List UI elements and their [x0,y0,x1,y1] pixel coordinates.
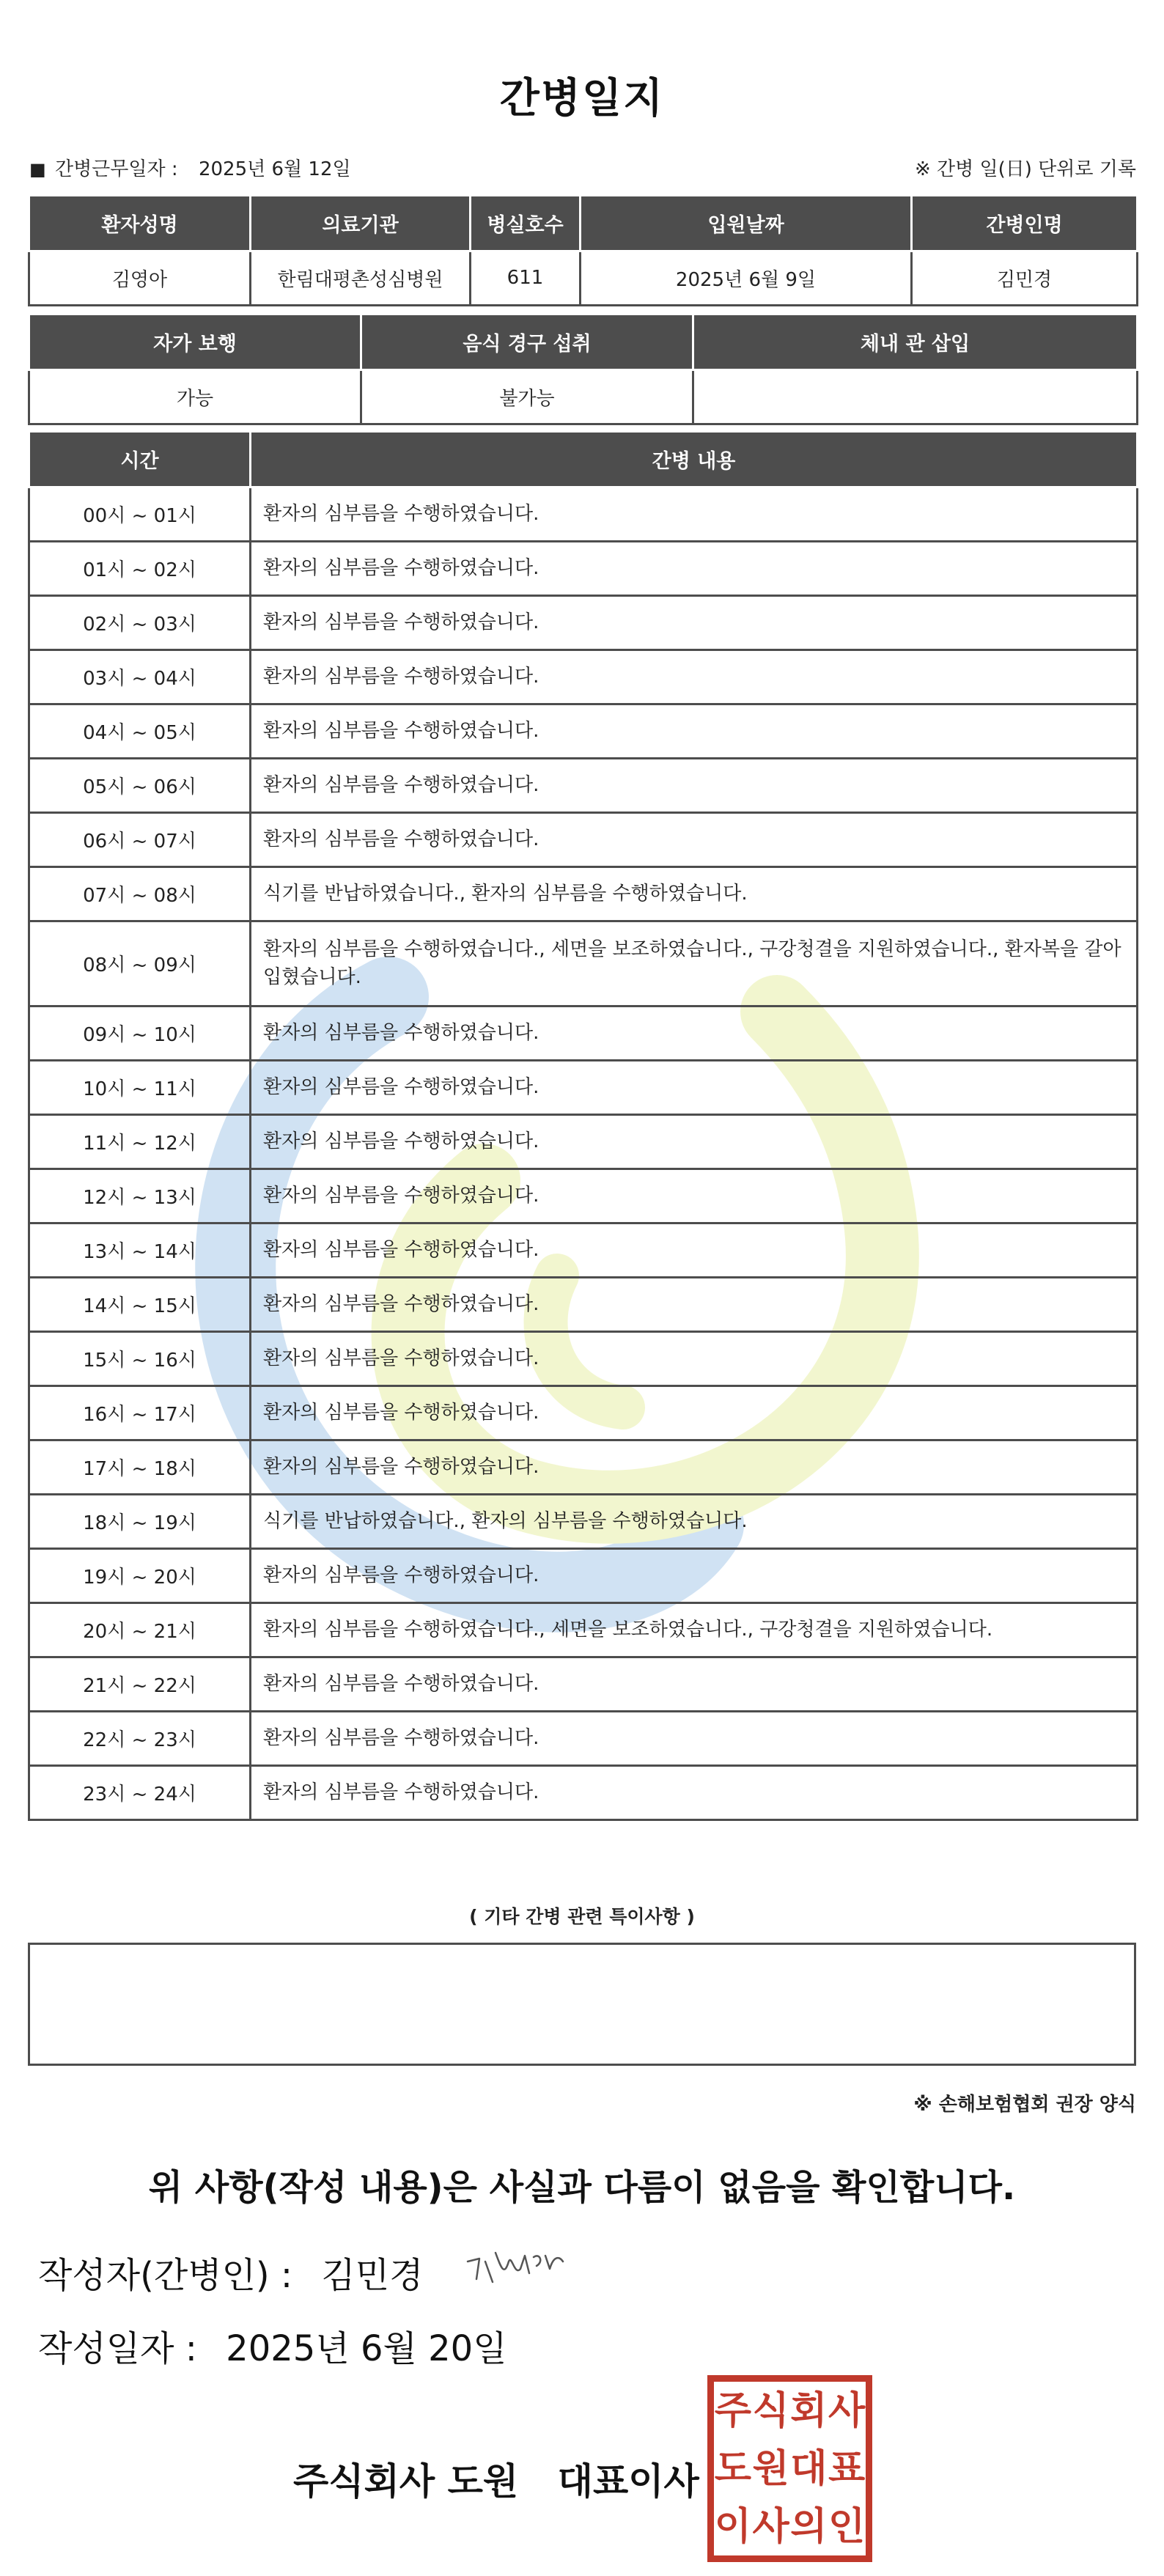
seal-char: 식 [752,2388,789,2433]
table-row [29,704,1138,758]
patient-name: 김영아 [29,251,251,305]
log-content: 환자의 심부름을 수행하였습니다. [251,1114,1138,1169]
log-time: 00시 ~ 01시 [29,487,251,541]
log-time: 13시 ~ 14시 [29,1223,251,1277]
written-date-line [38,2320,507,2371]
header-self-walking: 자가 보행 [29,315,361,369]
header-tube-insertion: 체내 관 삽입 [693,315,1138,369]
log-content: 환자의 심부름을 수행하였습니다. [251,1765,1138,1819]
log-content: 환자의 심부름을 수행하였습니다., 세면을 보조하였습니다., 구강청결을 지원하였습니다., 환자복을 갈아입혔습니다. [251,921,1138,1006]
log-time: 09시 ~ 10시 [29,1006,251,1060]
log-time: 11시 ~ 12시 [29,1114,251,1169]
seal-char: 원 [752,2446,789,2491]
table-row [29,1223,1138,1277]
header-oral-intake: 음식 경구 섭취 [361,315,693,369]
work-date-value: 2025년 6월 12일 [198,158,351,180]
log-content: 환자의 심부름을 수행하였습니다. [251,541,1138,595]
written-date-label: 작성일자 : [38,2328,197,2369]
company-seal-stamp [707,2375,872,2562]
log-content: 환자의 심부름을 수행하였습니다. [251,1223,1138,1277]
room-number: 611 [471,251,581,305]
confirmation-statement: 위 사항(작성 내용)은 사실과 다름이 없음을 확인합니다. [148,2167,1016,2208]
square-bullet-icon: ■ [29,159,46,180]
company-name: 주식회사 도원 [293,2460,519,2503]
log-time: 17시 ~ 18시 [29,1440,251,1494]
log-time: 05시 ~ 06시 [29,758,251,812]
table-row [29,1548,1138,1602]
table-row [29,1494,1138,1548]
log-content: 환자의 심부름을 수행하였습니다. [251,1331,1138,1385]
patient-status-table [28,315,1138,425]
writer-name: 김민경 [321,2255,424,2296]
header-hospital: 의료기관 [251,196,471,251]
log-time: 22시 ~ 23시 [29,1711,251,1765]
log-content: 환자의 심부름을 수행하였습니다. [251,1657,1138,1711]
log-content: 환자의 심부름을 수행하였습니다. [251,1440,1138,1494]
log-time: 03시 ~ 04시 [29,649,251,704]
log-content: 환자의 심부름을 수행하였습니다. [251,1548,1138,1602]
seal-char: 주 [714,2388,751,2433]
written-date-value: 2025년 6월 20일 [226,2328,507,2369]
table-row [29,1060,1138,1114]
table-row [29,1277,1138,1331]
log-time: 23시 ~ 24시 [29,1765,251,1819]
header-time: 시간 [29,433,251,487]
seal-char: 이 [714,2504,751,2549]
log-content: 식기를 반납하였습니다., 환자의 심부름을 수행하였습니다. [251,866,1138,921]
seal-char: 대 [790,2446,828,2491]
patient-info-table [28,196,1138,306]
log-time: 21시 ~ 22시 [29,1657,251,1711]
document-title: 간병일지 [499,75,665,122]
log-content: 식기를 반납하였습니다., 환자의 심부름을 수행하였습니다. [251,1494,1138,1548]
table-row [29,1657,1138,1711]
seal-char: 사 [828,2388,866,2433]
table-row [29,1114,1138,1169]
table-row [29,1765,1138,1819]
seal-char: 의 [790,2504,828,2549]
table-row [29,1602,1138,1657]
writer-line [38,2247,423,2297]
log-time: 07시 ~ 08시 [29,866,251,921]
header-care-content: 간병 내용 [251,433,1138,487]
log-time: 20시 ~ 21시 [29,1602,251,1657]
log-content: 환자의 심부름을 수행하였습니다. [251,595,1138,649]
log-time: 12시 ~ 13시 [29,1169,251,1223]
admission-date: 2025년 6월 9일 [581,251,912,305]
log-time: 04시 ~ 05시 [29,704,251,758]
form-source-note: ※ 손해보험협회 권장 양식 [913,2094,1136,2116]
table-row [29,921,1138,1006]
log-time: 15시 ~ 16시 [29,1331,251,1385]
table-row [29,758,1138,812]
tube-insertion-value [693,369,1138,424]
log-content: 환자의 심부름을 수행하였습니다. [251,1385,1138,1440]
handwritten-signature [463,2240,581,2291]
table-row [29,649,1138,704]
log-content: 환자의 심부름을 수행하였습니다. [251,704,1138,758]
seal-char: 회 [790,2388,828,2433]
log-content: 환자의 심부름을 수행하였습니다., 세면을 보조하였습니다., 구강청결을 지원하였습니다. [251,1602,1138,1657]
log-time: 01시 ~ 02시 [29,541,251,595]
special-notes-box [28,1943,1136,2066]
work-date-label: 간병근무일자 : [54,158,178,180]
header-room: 병실호수 [471,196,581,251]
log-time: 14시 ~ 15시 [29,1277,251,1331]
table-row [29,1006,1138,1060]
log-time: 18시 ~ 19시 [29,1494,251,1548]
log-content: 환자의 심부름을 수행하였습니다. [251,758,1138,812]
table-row [29,541,1138,595]
table-row [29,812,1138,866]
table-row [29,1331,1138,1385]
seal-char: 사 [752,2504,789,2549]
log-content: 환자의 심부름을 수행하였습니다. [251,487,1138,541]
log-time: 02시 ~ 03시 [29,595,251,649]
log-content: 환자의 심부름을 수행하였습니다. [251,812,1138,866]
header-caregiver-name: 간병인명 [912,196,1138,251]
special-notes-title: ( 기타 간병 관련 특이사항 ) [469,1906,695,1927]
table-row [29,1440,1138,1494]
care-log-table [28,433,1138,1821]
company-representative: 대표이사 [557,2460,699,2503]
log-content: 환자의 심부름을 수행하였습니다. [251,1277,1138,1331]
table-row [29,595,1138,649]
log-time: 10시 ~ 11시 [29,1060,251,1114]
hospital-name: 한림대평촌성심병원 [251,251,471,305]
log-time: 08시 ~ 09시 [29,921,251,1006]
table-row [29,1711,1138,1765]
record-unit-note: ※ 간병 일(日) 단위로 기록 [914,158,1136,180]
log-time: 19시 ~ 20시 [29,1548,251,1602]
table-row [29,487,1138,541]
caregiver-name: 김민경 [912,251,1138,305]
self-walking-value: 가능 [29,369,361,424]
meta-row [29,154,1136,183]
table-row [29,1385,1138,1440]
log-content: 환자의 심부름을 수행하였습니다. [251,1060,1138,1114]
header-admission-date: 입원날짜 [581,196,912,251]
log-time: 16시 ~ 17시 [29,1385,251,1440]
log-content: 환자의 심부름을 수행하였습니다. [251,1169,1138,1223]
log-time: 06시 ~ 07시 [29,812,251,866]
writer-label: 작성자(간병인) : [38,2255,293,2296]
log-content: 환자의 심부름을 수행하였습니다. [251,1006,1138,1060]
seal-char: 인 [828,2504,866,2549]
oral-intake-value: 불가능 [361,369,693,424]
table-row [29,866,1138,921]
header-patient-name: 환자성명 [29,196,251,251]
company-line [293,2452,699,2505]
seal-char: 도 [714,2446,751,2491]
seal-char: 표 [828,2446,866,2491]
log-content: 환자의 심부름을 수행하였습니다. [251,649,1138,704]
table-row [29,1169,1138,1223]
log-content: 환자의 심부름을 수행하였습니다. [251,1711,1138,1765]
work-date [29,154,351,181]
